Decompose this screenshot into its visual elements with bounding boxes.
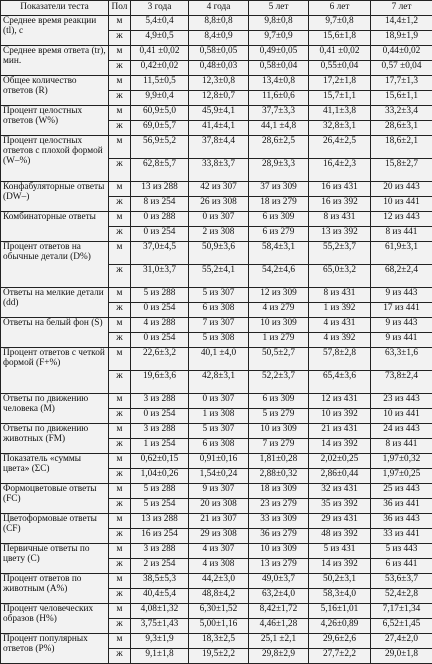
value-cell: 36 из 441 — [371, 499, 432, 514]
value-cell: 5 из 307 — [189, 424, 249, 439]
value-cell: 14,4±1,2 — [371, 16, 432, 31]
sex-cell: м — [109, 288, 131, 303]
value-cell: 12,3±0,8 — [189, 76, 249, 91]
sex-cell: м — [109, 514, 131, 529]
sex-cell: м — [109, 544, 131, 559]
value-cell: 12 из 309 — [249, 288, 309, 303]
value-cell: 1,04±0,26 — [131, 469, 189, 484]
value-cell: 10 из 441 — [371, 409, 432, 424]
value-cell: 50,9±3,6 — [189, 242, 249, 265]
value-cell: 19,5±2,2 — [189, 649, 249, 664]
value-cell: 56,9±5,2 — [131, 136, 189, 159]
sex-cell: ж — [109, 499, 131, 514]
value-cell: 48,8±4,2 — [189, 589, 249, 604]
value-cell: 41,4±4,1 — [189, 121, 249, 136]
value-cell: 1,97±0,32 — [371, 454, 432, 469]
value-cell: 65,4±3,6 — [309, 371, 371, 394]
table-row — [1, 514, 432, 529]
table-row — [1, 604, 432, 619]
sex-cell: м — [109, 242, 131, 265]
value-cell: 14 из 392 — [309, 559, 371, 574]
value-cell: 15,6±1,8 — [309, 31, 371, 46]
value-cell: 12 из 431 — [309, 394, 371, 409]
value-cell: 17,7±1,3 — [371, 76, 432, 91]
sex-cell: м — [109, 16, 131, 31]
sex-cell: ж — [109, 197, 131, 212]
value-cell: 10 из 392 — [309, 409, 371, 424]
value-cell: 12 из 443 — [371, 212, 432, 227]
value-cell: 1,54±0,24 — [189, 469, 249, 484]
value-cell: 1 из 308 — [189, 409, 249, 424]
value-cell: 24 из 443 — [371, 424, 432, 439]
value-cell: 0,49±0,05 — [249, 46, 309, 61]
value-cell: 52,2±3,7 — [249, 371, 309, 394]
header-cell: 6 лет — [309, 1, 371, 16]
value-cell: 10 из 309 — [249, 318, 309, 333]
value-cell: 14 из 392 — [309, 439, 371, 454]
value-cell: 0 из 288 — [131, 212, 189, 227]
value-cell: 9,7±0,9 — [249, 31, 309, 46]
table-row — [1, 76, 432, 91]
value-cell: 16,4±2,3 — [309, 159, 371, 182]
value-cell: 0 из 254 — [131, 227, 189, 242]
value-cell: 36 из 443 — [371, 514, 432, 529]
value-cell: 37,7±3,3 — [249, 106, 309, 121]
value-cell: 3 из 288 — [131, 424, 189, 439]
table-row — [1, 634, 432, 649]
value-cell: 16 из 392 — [309, 197, 371, 212]
value-cell: 9,7±0,8 — [309, 16, 371, 31]
indicator-name: Общее количество ответов (R) — [1, 76, 109, 106]
value-cell: 11,5±0,5 — [131, 76, 189, 91]
value-cell: 33 из 309 — [249, 514, 309, 529]
value-cell: 58,3±4,0 — [309, 589, 371, 604]
value-cell: 48 из 392 — [309, 529, 371, 544]
value-cell: 15,7±1,1 — [309, 91, 371, 106]
header-cell: 5 лет — [249, 1, 309, 16]
sex-cell: ж — [109, 409, 131, 424]
value-cell: 6 из 309 — [249, 394, 309, 409]
value-cell: 9,8±0,8 — [249, 16, 309, 31]
value-cell: 49,0±3,7 — [249, 574, 309, 589]
value-cell: 4 из 392 — [309, 333, 371, 348]
sex-cell: м — [109, 182, 131, 197]
value-cell: 55,2±4,1 — [189, 265, 249, 288]
sex-cell: м — [109, 106, 131, 121]
value-cell: 33 из 441 — [371, 529, 432, 544]
value-cell: 4 из 431 — [309, 318, 371, 333]
value-cell: 23 из 443 — [371, 394, 432, 409]
value-cell: 27,7±2,2 — [309, 649, 371, 664]
sex-cell: ж — [109, 649, 131, 664]
sex-cell: м — [109, 212, 131, 227]
value-cell: 5 из 307 — [189, 288, 249, 303]
table-row — [1, 318, 432, 333]
value-cell: 4 из 288 — [131, 318, 189, 333]
value-cell: 8 из 431 — [309, 288, 371, 303]
value-cell: 6 из 441 — [371, 559, 432, 574]
indicator-name: Ответы на мелкие детали (dd) — [1, 288, 109, 318]
sex-cell: ж — [109, 589, 131, 604]
value-cell: 42 из 307 — [189, 182, 249, 197]
value-cell: 21 из 307 — [189, 514, 249, 529]
sex-cell: м — [109, 574, 131, 589]
value-cell: 45,9±4,1 — [189, 106, 249, 121]
value-cell: 9,9±0,4 — [131, 91, 189, 106]
indicator-name: Процент целостных ответов с плохой формой (W–%) — [1, 136, 109, 182]
indicator-name: Конфабуляторные ответы (DW–) — [1, 182, 109, 212]
table-row — [1, 242, 432, 265]
value-cell: 33,2±3,4 — [371, 106, 432, 121]
value-cell: 65,0±3,2 — [309, 265, 371, 288]
value-cell: 18,3±2,5 — [189, 634, 249, 649]
value-cell: 5 из 431 — [309, 544, 371, 559]
sex-cell: ж — [109, 439, 131, 454]
value-cell: 2 из 308 — [189, 227, 249, 242]
table-header — [1, 1, 432, 16]
indicator-name: Цветоформовые ответы (CF) — [1, 514, 109, 544]
value-cell: 16 из 254 — [131, 529, 189, 544]
value-cell: 3,75±1,43 — [131, 619, 189, 634]
value-cell: 40,4±5,4 — [131, 589, 189, 604]
value-cell: 68,2±2,4 — [371, 265, 432, 288]
value-cell: 8 из 441 — [371, 227, 432, 242]
value-cell: 69,0±5,7 — [131, 121, 189, 136]
value-cell: 5 из 288 — [131, 484, 189, 499]
value-cell: 53,6±3,7 — [371, 574, 432, 589]
table-row — [1, 348, 432, 371]
value-cell: 4 из 308 — [189, 559, 249, 574]
value-cell: 9,1±1,8 — [131, 649, 189, 664]
value-cell: 6,30±1,52 — [189, 604, 249, 619]
value-cell: 17 из 441 — [371, 303, 432, 318]
value-cell: 29,0±1,8 — [371, 649, 432, 664]
value-cell: 0 из 254 — [131, 333, 189, 348]
value-cell: 63,3±1,6 — [371, 348, 432, 371]
sex-cell: м — [109, 76, 131, 91]
value-cell: 9 из 441 — [371, 333, 432, 348]
value-cell: 2 из 254 — [131, 559, 189, 574]
value-cell: 38,5±5,3 — [131, 574, 189, 589]
value-cell: 8,42±1,72 — [249, 604, 309, 619]
value-cell: 0,42±0,02 — [131, 61, 189, 76]
value-cell: 19,6±3,6 — [131, 371, 189, 394]
value-cell: 5 из 288 — [131, 288, 189, 303]
value-cell: 9,3±1,9 — [131, 634, 189, 649]
indicator-name: Ответы по движению человека (M) — [1, 394, 109, 424]
value-cell: 2,02±0,25 — [309, 454, 371, 469]
header-cell: 7 лет — [371, 1, 432, 16]
sex-cell: м — [109, 46, 131, 61]
value-cell: 22,6±3,2 — [131, 348, 189, 371]
sex-cell: ж — [109, 227, 131, 242]
value-cell: 55,2±3,7 — [309, 242, 371, 265]
value-cell: 5,00±1,16 — [189, 619, 249, 634]
header-cell: 4 года — [189, 1, 249, 16]
value-cell: 13 из 288 — [131, 182, 189, 197]
value-cell: 0,55±0,04 — [309, 61, 371, 76]
indicator-name: Процент ответов на обычные детали (D%) — [1, 242, 109, 288]
value-cell: 6 из 308 — [189, 439, 249, 454]
value-cell: 25,1 ±2,1 — [249, 634, 309, 649]
value-cell: 9 из 307 — [189, 484, 249, 499]
indicator-name: Ответы на белый фон (S) — [1, 318, 109, 348]
sex-cell: ж — [109, 371, 131, 394]
value-cell: 2,86±0,44 — [309, 469, 371, 484]
value-cell: 29,8±2,9 — [249, 649, 309, 664]
table-body — [1, 16, 432, 664]
sex-cell: ж — [109, 265, 131, 288]
value-cell: 32,8±3,1 — [309, 121, 371, 136]
value-cell: 62,8±5,7 — [131, 159, 189, 182]
indicator-name: Комбинаторные ответы — [1, 212, 109, 242]
table-row — [1, 454, 432, 469]
value-cell: 37,8±4,4 — [189, 136, 249, 159]
value-cell: 1,81±0,28 — [249, 454, 309, 469]
value-cell: 0,41 ±0,02 — [131, 46, 189, 61]
value-cell: 32 из 431 — [309, 484, 371, 499]
value-cell: 42,8±3,1 — [189, 371, 249, 394]
value-cell: 61,9±3,1 — [371, 242, 432, 265]
sex-cell: ж — [109, 333, 131, 348]
table-row — [1, 574, 432, 589]
value-cell: 29 из 308 — [189, 529, 249, 544]
value-cell: 16 из 431 — [309, 182, 371, 197]
value-cell: 0,57 ±0,04 — [371, 61, 432, 76]
value-cell: 40,1 ±4,0 — [189, 348, 249, 371]
header-cell: Показатели теста — [1, 1, 109, 16]
value-cell: 4,08±1,32 — [131, 604, 189, 619]
value-cell: 18,6±2,1 — [371, 136, 432, 159]
value-cell: 20 из 443 — [371, 182, 432, 197]
value-cell: 5,16±1,01 — [309, 604, 371, 619]
table-row — [1, 288, 432, 303]
value-cell: 29 из 431 — [309, 514, 371, 529]
sex-cell: ж — [109, 121, 131, 136]
header-cell: 3 года — [131, 1, 189, 16]
value-cell: 18 из 309 — [249, 484, 309, 499]
sex-cell: ж — [109, 159, 131, 182]
value-cell: 8 из 441 — [371, 439, 432, 454]
value-cell: 7,17±1,34 — [371, 604, 432, 619]
sex-cell: м — [109, 394, 131, 409]
value-cell: 50,5±2,7 — [249, 348, 309, 371]
value-cell: 8,8±0,8 — [189, 16, 249, 31]
value-cell: 17,2±1,8 — [309, 76, 371, 91]
value-cell: 8,4±0,9 — [189, 31, 249, 46]
value-cell: 0,91±0,16 — [189, 454, 249, 469]
table-row — [1, 106, 432, 121]
value-cell: 0,62±0,15 — [131, 454, 189, 469]
value-cell: 11,6±0,6 — [249, 91, 309, 106]
value-cell: 25 из 443 — [371, 484, 432, 499]
value-cell: 18 из 279 — [249, 197, 309, 212]
value-cell: 6 из 309 — [249, 212, 309, 227]
value-cell: 1 из 254 — [131, 439, 189, 454]
sex-cell: ж — [109, 303, 131, 318]
value-cell: 41,1±3,8 — [309, 106, 371, 121]
value-cell: 31,0±3,7 — [131, 265, 189, 288]
value-cell: 6 из 308 — [189, 303, 249, 318]
sex-cell: м — [109, 604, 131, 619]
sex-cell: м — [109, 634, 131, 649]
value-cell: 9 из 443 — [371, 288, 432, 303]
indicator-name: Среднее время ответа (tr), мин. — [1, 46, 109, 76]
value-cell: 6,52±1,45 — [371, 619, 432, 634]
value-cell: 12,8±0,7 — [189, 91, 249, 106]
value-cell: 44,2±3,0 — [189, 574, 249, 589]
sex-cell: ж — [109, 529, 131, 544]
value-cell: 28,6±3,1 — [371, 121, 432, 136]
sex-cell: ж — [109, 31, 131, 46]
value-cell: 28,6±2,5 — [249, 136, 309, 159]
value-cell: 8 из 431 — [309, 212, 371, 227]
value-cell: 58,4±3,1 — [249, 242, 309, 265]
value-cell: 0,48±0,03 — [189, 61, 249, 76]
value-cell: 0 из 254 — [131, 303, 189, 318]
value-cell: 1 из 279 — [249, 333, 309, 348]
value-cell: 0,41 ±0,02 — [309, 46, 371, 61]
value-cell: 10 из 309 — [249, 544, 309, 559]
value-cell: 4 из 307 — [189, 544, 249, 559]
value-cell: 0,44±0,02 — [371, 46, 432, 61]
value-cell: 0 из 254 — [131, 409, 189, 424]
value-cell: 5 из 279 — [249, 409, 309, 424]
value-cell: 13 из 279 — [249, 559, 309, 574]
table-row — [1, 484, 432, 499]
value-cell: 35 из 392 — [309, 499, 371, 514]
value-cell: 20 из 308 — [189, 499, 249, 514]
value-cell: 18,9±1,9 — [371, 31, 432, 46]
value-cell: 44,1 ±4,8 — [249, 121, 309, 136]
table-row — [1, 16, 432, 31]
value-cell: 0 из 307 — [189, 394, 249, 409]
value-cell: 57,8±2,8 — [309, 348, 371, 371]
value-cell: 23 из 279 — [249, 499, 309, 514]
value-cell: 36 из 279 — [249, 529, 309, 544]
sex-cell: ж — [109, 559, 131, 574]
value-cell: 5 из 443 — [371, 544, 432, 559]
indicator-name: Процент ответов с четкой формой (F+%) — [1, 348, 109, 394]
table-row — [1, 136, 432, 159]
value-cell: 0,58±0,04 — [249, 61, 309, 76]
indicator-name: Процент ответов по животным (A%) — [1, 574, 109, 604]
value-cell: 9 из 443 — [371, 318, 432, 333]
value-cell: 15,8±2,7 — [371, 159, 432, 182]
value-cell: 63,2±4,0 — [249, 589, 309, 604]
value-cell: 50,2±3,1 — [309, 574, 371, 589]
value-cell: 52,4±2,8 — [371, 589, 432, 604]
table-row — [1, 46, 432, 61]
value-cell: 26 из 308 — [189, 197, 249, 212]
value-cell: 10 из 441 — [371, 197, 432, 212]
value-cell: 8 из 254 — [131, 197, 189, 212]
table-row — [1, 182, 432, 197]
sex-cell: м — [109, 348, 131, 371]
header-cell: Пол — [109, 1, 131, 16]
indicator-name: Среднее время реакции (tl), с — [1, 16, 109, 46]
table-row — [1, 544, 432, 559]
value-cell: 4,26±0,89 — [309, 619, 371, 634]
value-cell: 2,88±0,32 — [249, 469, 309, 484]
sex-cell: ж — [109, 91, 131, 106]
value-cell: 28,9±3,3 — [249, 159, 309, 182]
table-row — [1, 394, 432, 409]
value-cell: 27,4±2,0 — [371, 634, 432, 649]
table-row — [1, 212, 432, 227]
sex-cell: ж — [109, 619, 131, 634]
value-cell: 13 из 288 — [131, 514, 189, 529]
value-cell: 0,58±0,05 — [189, 46, 249, 61]
value-cell: 13,4±0,8 — [249, 76, 309, 91]
value-cell: 33,8±3,7 — [189, 159, 249, 182]
value-cell: 4 из 279 — [249, 303, 309, 318]
value-cell: 5,4±0,4 — [131, 16, 189, 31]
value-cell: 37,0±4,5 — [131, 242, 189, 265]
value-cell: 4,46±1,28 — [249, 619, 309, 634]
sex-cell: м — [109, 484, 131, 499]
value-cell: 6 из 279 — [249, 227, 309, 242]
value-cell: 5 из 308 — [189, 333, 249, 348]
value-cell: 0 из 307 — [189, 212, 249, 227]
value-cell: 1 из 392 — [309, 303, 371, 318]
sex-cell: м — [109, 318, 131, 333]
sex-cell: м — [109, 454, 131, 469]
indicator-name: Процент целостных ответов (W%) — [1, 106, 109, 136]
sex-cell: м — [109, 424, 131, 439]
value-cell: 3 из 288 — [131, 544, 189, 559]
table-row — [1, 424, 432, 439]
value-cell: 10 из 309 — [249, 424, 309, 439]
sex-cell: ж — [109, 61, 131, 76]
value-cell: 15,6±1,1 — [371, 91, 432, 106]
indicator-name: Ответы по движению животных (FM) — [1, 424, 109, 454]
indicator-name: Первичные ответы по цвету (C) — [1, 544, 109, 574]
indicator-name: Процент популярных ответов (P%) — [1, 634, 109, 664]
value-cell: 7 из 307 — [189, 318, 249, 333]
value-cell: 1,97±0,25 — [371, 469, 432, 484]
value-cell: 13 из 392 — [309, 227, 371, 242]
value-cell: 4,9±0,5 — [131, 31, 189, 46]
value-cell: 7 из 279 — [249, 439, 309, 454]
header-row — [1, 1, 432, 16]
indicator-name: Формоцветовые ответы (FC) — [1, 484, 109, 514]
value-cell: 37 из 309 — [249, 182, 309, 197]
sex-cell: м — [109, 136, 131, 159]
value-cell: 73,8±2,4 — [371, 371, 432, 394]
value-cell: 3 из 288 — [131, 394, 189, 409]
value-cell: 5 из 254 — [131, 499, 189, 514]
value-cell: 54,2±4,6 — [249, 265, 309, 288]
value-cell: 26,4±2,5 — [309, 136, 371, 159]
value-cell: 60,9±5,0 — [131, 106, 189, 121]
value-cell: 21 из 431 — [309, 424, 371, 439]
indicator-name: Процент человеческих образов (H%) — [1, 604, 109, 634]
sex-cell: ж — [109, 469, 131, 484]
value-cell: 29,6±2,6 — [309, 634, 371, 649]
indicator-name: Показатель «суммы цвета» (ΣC) — [1, 454, 109, 484]
